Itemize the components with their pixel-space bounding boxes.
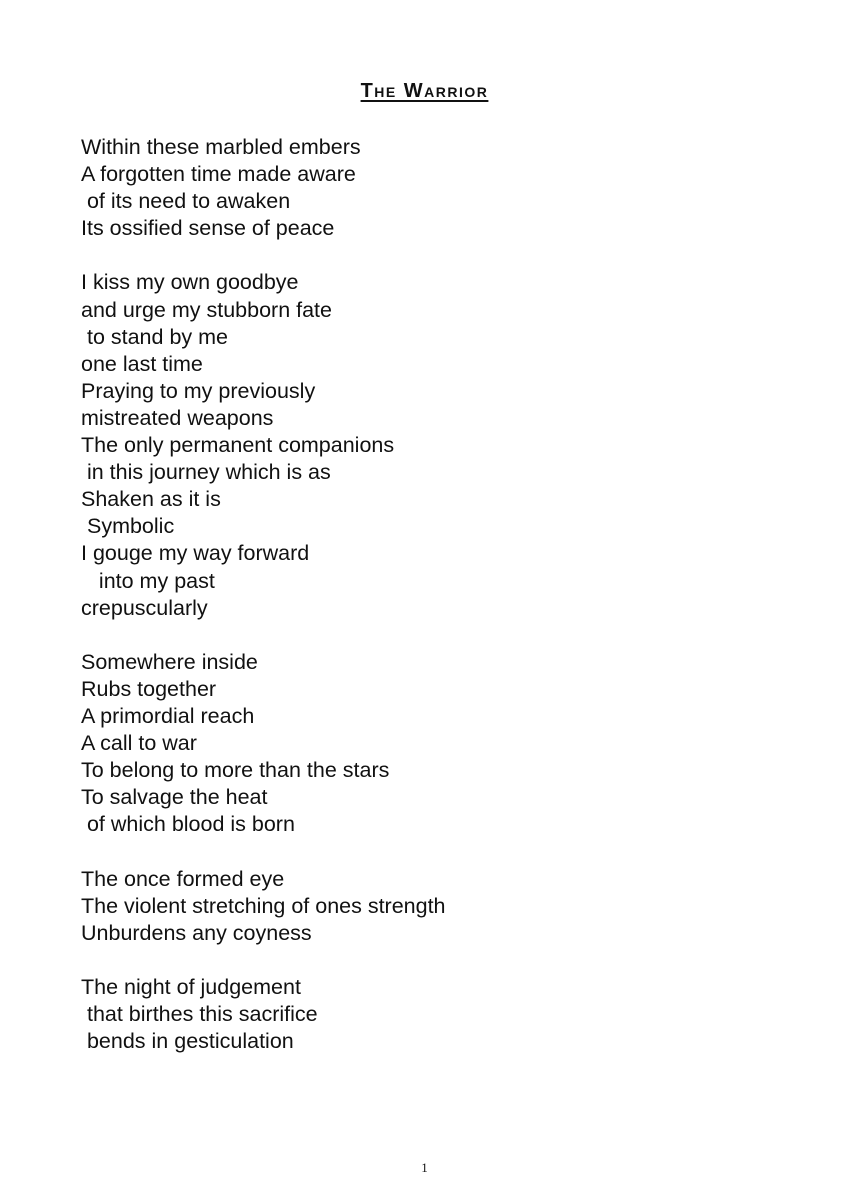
page-number: 1 xyxy=(421,1160,428,1175)
poem-line: one last time xyxy=(81,351,203,376)
poem-line: into my past xyxy=(81,568,215,593)
poem-line: To salvage the heat xyxy=(81,785,268,810)
poem-line: I gouge my way forward xyxy=(81,541,310,566)
poem-line: To belong to more than the stars xyxy=(81,758,390,783)
poem-line: Within these marbled embers xyxy=(81,135,361,159)
poem-line: bends in gesticulation xyxy=(81,1029,294,1054)
stanza-2 xyxy=(81,269,781,621)
poem-line: The night of judgement xyxy=(81,974,301,999)
poem-line: of which blood is born xyxy=(81,812,295,837)
poem-line: to stand by me xyxy=(81,324,228,349)
poem-line: Its ossified sense of peace xyxy=(81,216,335,241)
poem-title: The Warrior xyxy=(360,80,489,102)
poem-line: crepuscularly xyxy=(81,595,208,620)
poem-line: Rubs together xyxy=(81,676,217,701)
poem-line: Somewhere inside xyxy=(81,649,258,674)
poem-line: in this journey which is as xyxy=(81,460,331,485)
poem-line: Symbolic xyxy=(81,514,175,539)
poem-line: A call to war xyxy=(81,731,197,756)
stanza-4 xyxy=(81,866,781,947)
poem-line: The violent stretching of ones strength xyxy=(81,893,446,918)
poem-line: The only permanent companions xyxy=(81,433,395,458)
poem-line: A forgotten time made aware xyxy=(81,162,356,187)
poem-line: Shaken as it is xyxy=(81,487,221,512)
poem-line: of its need to awaken xyxy=(81,189,291,214)
poem-line: I kiss my own goodbye xyxy=(81,270,299,295)
poem-line: and urge my stubborn fate xyxy=(81,297,332,322)
poem-line: that birthes this sacrifice xyxy=(81,1002,318,1026)
stanza-3 xyxy=(81,649,781,839)
poem-line: Unburdens any coyness xyxy=(81,920,312,945)
poem-line: The once formed eye xyxy=(81,866,285,891)
poem-line: mistreated weapons xyxy=(81,405,274,430)
poem-line: A primordial reach xyxy=(81,703,255,728)
poem-line: Praying to my previously xyxy=(81,378,316,403)
stanza-1 xyxy=(81,134,781,242)
stanza-5 xyxy=(81,974,781,1055)
poem-body xyxy=(81,134,781,1082)
